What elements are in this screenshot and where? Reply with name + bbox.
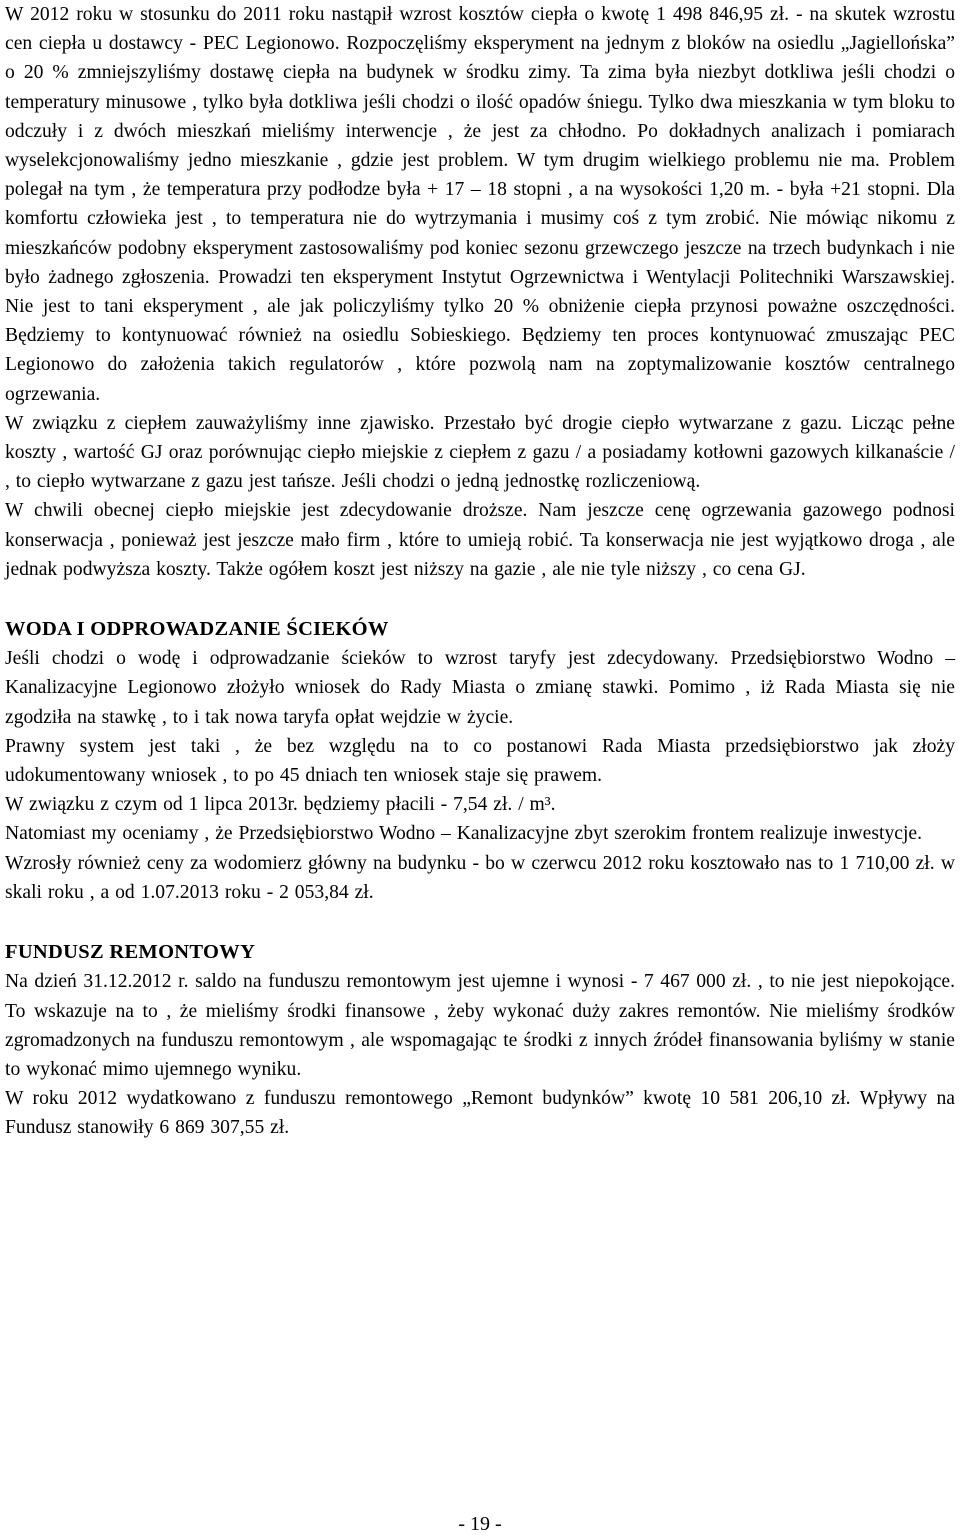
paragraph-water-tariff: Jeśli chodzi o wodę i odprowadzanie ścieków to wzrost taryfy jest zdecydowany. Przedsiębiorstwo Wodno – Kanalizacyjne Legionowo złożyło wniosek do Rady Miasta o zmianę stawki. Pomimo , iż Rada Miasta się nie zgodziła na stawkę , to i tak nowa taryfa opłat wejdzie w życie. — [5, 648, 955, 728]
section-spacer — [5, 907, 955, 938]
section-spacer — [5, 584, 955, 615]
paragraph-legal-system: Prawny system jest taki , że bez względu na to co postanowi Rada Miasta przedsiębiorstwo jak złoży udokumentowany wniosek , to po 45 dniach ten wniosek staje się prawem. — [5, 735, 955, 787]
section-heading-fund: FUNDUSZ REMONTOWY — [5, 941, 256, 964]
paragraph-heat-costs: W 2012 roku w stosunku do 2011 roku nastąpił wzrost kosztów ciepła o kwotę 1 498 846,95 zł. - na skutek wzrostu cen ciepła u dostawcy - PEC Legionowo. Rozpoczęliśmy eksperyment na jednym z bloków na osiedlu „Jagiellońska” o 20 % zmniejszyliśmy dostawę ciepła na budynek w środku zimy. Ta zima była niezbyt dotkliwa jeśli chodzi o temperatury minusowe , tylko była dotkliwa jeśli chodzi o ilość opadów śniegu. Tylko dwa mieszkania w tym bloku to odczuły i z dwóch mieszkań mieliśmy interwencje , że jest za chłodno. Po dokładnych analizach i pomiarach wyselekcjonowaliśmy jedno mieszkanie , gdzie jest problem. W tym drugim wielkiego problemu nie ma. Problem polegał na tym , że temperatura przy podłodze była + 17 – 18 stopni , a na wysokości 1,20 m. - była +21 stopni. Dla komfortu człowieka jest , to temperatura nie do wytrzymania i musimy coś z tym zrobić. Nie mówiąc nikomu z mieszkańców podobny eksperyment zastosowaliśmy pod koniec sezonu grzewczego jeszcze na trzech budynkach i nie było żadnego zgłoszenia. Prowadzi ten eksperyment Instytut Ogrzewnictwa i Wentylacji Politechniki Warszawskiej. Nie jest to tani eksperyment , ale jak policzyliśmy tylko 20 % obniżenie ciepła przynosi poważne oszczędności. Będziemy to kontynuować również na osiedlu Sobieskiego. Będziemy ten proces kontynuować zmuszając PEC Legionowo do założenia takich regulatorów , które pozwolą nam na zoptymalizowanie kosztów centralnego ogrzewania. — [5, 4, 955, 405]
document-page — [5, 0, 955, 1143]
paragraph-fund-balance: Na dzień 31.12.2012 r. saldo na funduszu remontowym jest ujemne i wynosi - 7 467 000 zł. , to nie jest niepokojące. To wskazuje na to , że mieliśmy środki finansowe , żeby wykonać duży zakres remontów. Nie mieliśmy środków zgromadzonych na funduszu remontowym , ale wspomagając te środki z innych źródeł finansowania byliśmy w stanie to wykonać mimo ujemnego wyniku. — [5, 971, 955, 1080]
paragraph-new-rate: W związku z czym od 1 lipca 2013r. będziemy płacili - 7,54 zł. / m³. — [5, 794, 556, 816]
heat-section — [5, 0, 955, 584]
paragraph-investments: Natomiast my oceniamy , że Przedsiębiorstwo Wodno – Kanalizacyjne zbyt szerokim frontem realizuje inwestycje. — [5, 823, 922, 845]
water-section — [5, 615, 955, 907]
paragraph-fund-expenses: W roku 2012 wydatkowano z funduszu remontowego „Remont budynków” kwotę 10 581 206,10 zł. Wpływy na Fundusz stanowiły 6 869 307,55 zł. — [5, 1088, 955, 1139]
section-heading-water: WODA I ODPROWADZANIE ŚCIEKÓW — [5, 618, 389, 641]
paragraph-gas-heat: W związku z ciepłem zauważyliśmy inne zjawisko. Przestało być drogie ciepło wytwarzane z gazu. Licząc pełne koszty , wartość GJ oraz porównując ciepło miejskie z ciepłem z gazu / a posiadamy kotłowni gazowych kilkanaście / , to ciepło wytwarzane z gazu jest tańsze. Jeśli chodzi o jedną jednostkę rozliczeniową. — [5, 412, 955, 493]
paragraph-city-heat: W chwili obecnej ciepło miejskie jest zdecydowanie droższe. Nam jeszcze cenę ogrzewania gazowego podnosi konserwacja , ponieważ jest jeszcze mało firm , które to umieją robić. Ta konserwacja nie jest wyjątkowo droga , ale jednak podwyższa koszty. Także ogółem koszt jest niższy na gazie , ale nie tyle niższy , co cena GJ. — [5, 500, 955, 580]
page-number: - 19 - — [458, 1513, 502, 1535]
paragraph-water-meter: Wzrosły również ceny za wodomierz główny na budynku - bo w czerwcu 2012 roku kosztowało nas to 1 710,00 zł. w skali roku , a od 1.07.2013 roku - 2 053,84 zł. — [5, 852, 955, 903]
fund-section — [5, 938, 955, 1142]
